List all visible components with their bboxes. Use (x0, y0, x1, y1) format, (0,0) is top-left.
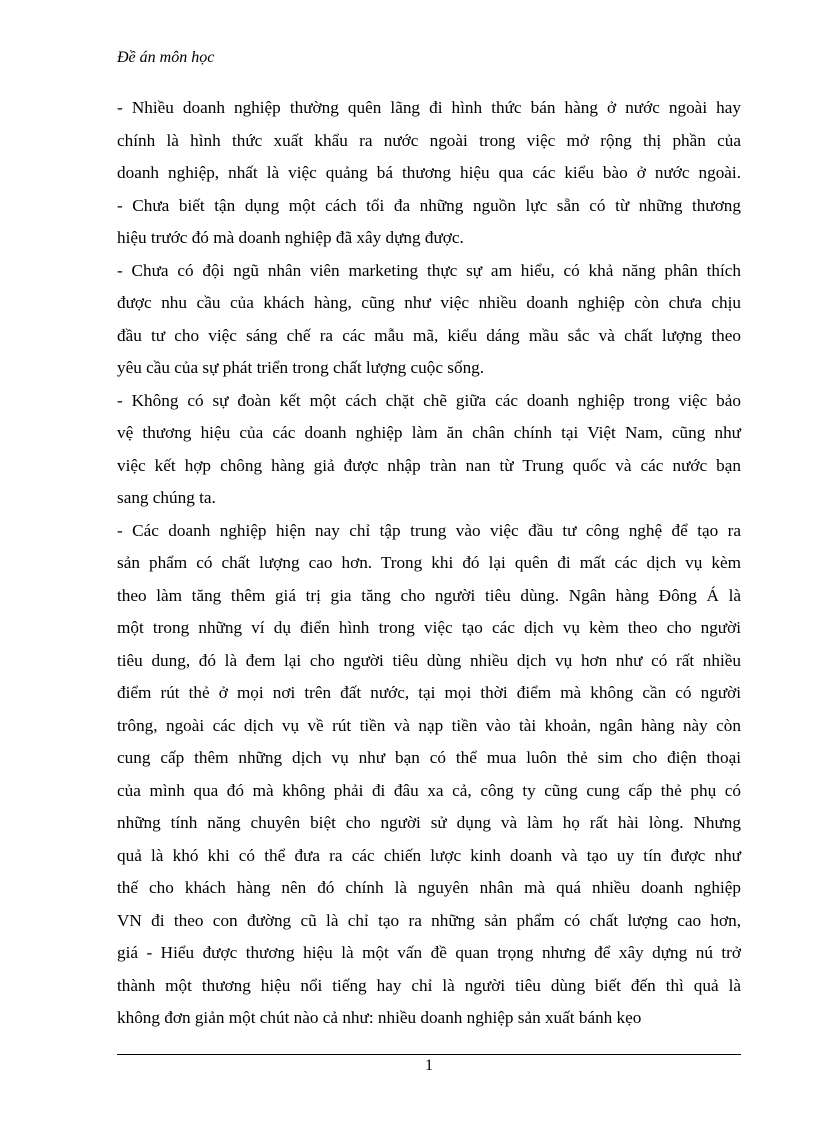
body-line-text: thành một thương hiệu nổi tiếng hay chỉ là người tiêu dùng biết đến thì quả là (117, 975, 741, 995)
body-line-text: hiệu trước đó mà doanh nghiệp đã xây dựng được. (117, 228, 464, 248)
body-line (117, 287, 741, 320)
body-line-text: một trong những ví dụ điển hình trong việc tạo các dịch vụ kèm theo cho người (117, 618, 741, 638)
body-line (117, 742, 741, 775)
body-line-text: - Các doanh nghiệp hiện nay chỉ tập trung vào việc đầu tư công nghệ để tạo ra (117, 520, 741, 540)
body-line-text: của mình qua đó mà không phải đi đâu xa cả, công ty cũng cung cấp thẻ phụ có (117, 780, 741, 800)
body-line (117, 482, 741, 515)
body-line (117, 612, 741, 645)
body-line-text: vệ thương hiệu của các doanh nghiệp làm ăn chân chính tại Việt Nam, cũng như (117, 423, 741, 443)
body-line-text: không đơn giản một chút nào cả như: nhiều doanh nghiệp sản xuất bánh kẹo (117, 1008, 642, 1028)
body-line-text: theo làm tăng thêm giá trị gia tăng cho người tiêu dùng. Ngân hàng Đông Á là (117, 585, 741, 605)
body-line (117, 645, 741, 678)
body-line (117, 775, 741, 808)
body-line (117, 125, 741, 158)
body-line-text: yêu cầu của sự phát triển trong chất lượng cuộc sống. (117, 358, 485, 378)
footer-divider (117, 1054, 741, 1055)
body-line-text: những tính năng chuyên biệt cho người sử dụng và làm họ rất hài lòng. Nhưng (117, 813, 741, 833)
body-line-text: sang chúng ta. (117, 488, 216, 508)
body-line-text: - Chưa biết tận dụng một cách tối đa những nguồn lực sẵn có từ những thương (117, 195, 741, 215)
body-line-text: thế cho khách hàng nên đó chính là nguyên nhân mà quá nhiều doanh nghiệp (117, 878, 741, 898)
body-line-text: quả là khó khi có thể đưa ra các chiến lược kinh doanh và tạo uy tín được như (117, 845, 741, 865)
body-line (117, 352, 741, 385)
body-line-text: - Chưa có đội ngũ nhân viên marketing thực sự am hiểu, có khả năng phân thích (117, 260, 741, 280)
body-line-text: đầu tư cho việc sáng chế ra các mẫu mã, kiểu dáng mầu sắc và chất lượng theo (117, 325, 741, 345)
body-line (117, 547, 741, 580)
body-line-text: VN đi theo con đường cũ là chỉ tạo ra những sản phẩm có chất lượng cao hơn, (117, 910, 741, 930)
page-header-title: Đề án môn học (117, 49, 215, 66)
body-line (117, 905, 741, 938)
body-line (117, 417, 741, 450)
body-line-text: điểm rút thẻ ở mọi nơi trên đất nước, tại mọi thời điểm mà không cần có người (117, 683, 741, 703)
body-line (117, 970, 741, 1003)
body-line-text: doanh nghiệp, nhất là việc quảng bá thương hiệu qua các kiểu bào ở nước ngoài. (117, 163, 741, 183)
body-line-text: sản phẩm có chất lượng cao hơn. Trong khi đó lại quên đi mất các dịch vụ kèm (117, 553, 741, 573)
body-line-text: - Nhiều doanh nghiệp thường quên lãng đi hình thức bán hàng ở nước ngoài hay (117, 98, 741, 118)
body-line-text: - Không có sự đoàn kết một cách chặt chẽ giữa các doanh nghiệp trong việc bảo (117, 390, 741, 410)
body-line (117, 515, 741, 548)
body-line (117, 190, 741, 223)
body-line (117, 1002, 741, 1035)
body-line-text: giá - Hiểu được thương hiệu là một vấn đề quan trọng nhưng để xây dựng nú trở (117, 943, 741, 963)
body-line (117, 710, 741, 743)
body-line (117, 872, 741, 905)
page-number: 1 (425, 1057, 433, 1074)
body-line-text: tiêu dung, đó là đem lại cho người tiêu dùng nhiều dịch vụ hơn như có rất nhiều (117, 650, 741, 670)
body-line (117, 255, 741, 288)
body-line (117, 450, 741, 483)
body-line (117, 157, 741, 190)
body-line-text: việc kết hợp chông hàng giả được nhập tràn nan từ Trung quốc và các nước bạn (117, 455, 741, 475)
body-line-text: chính là hình thức xuất khẩu ra nước ngoài trong việc mở rộng thị phần của (117, 130, 741, 150)
body-line (117, 580, 741, 613)
body-line (117, 677, 741, 710)
body-line (117, 840, 741, 873)
body-line (117, 937, 741, 970)
body-line-text: được nhu cầu của khách hàng, cũng như việc nhiều doanh nghiệp còn chưa chịu (117, 293, 741, 313)
body-line (117, 222, 741, 255)
document-body (117, 92, 741, 1035)
body-line (117, 320, 741, 353)
body-line (117, 92, 741, 125)
body-line (117, 385, 741, 418)
body-line-text: trông, ngoài các dịch vụ về rút tiền và nạp tiền vào tài khoản, ngân hàng này còn (117, 715, 741, 735)
body-line (117, 807, 741, 840)
body-line-text: cung cấp thêm những dịch vụ như bạn có thể mua luôn thẻ sim cho điện thoại (117, 748, 741, 768)
